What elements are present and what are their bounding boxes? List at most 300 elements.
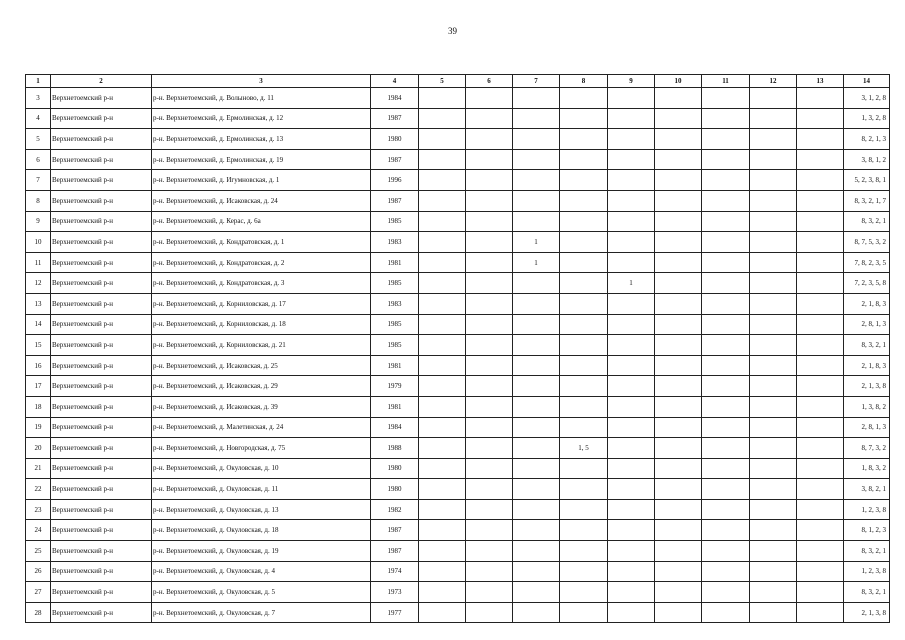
codes-cell: 2, 1, 8, 3 (844, 355, 890, 376)
row-number-cell: 23 (26, 499, 51, 520)
codes-cell: 2, 8, 1, 3 (844, 314, 890, 335)
row-number-cell: 10 (26, 232, 51, 253)
col6-cell (466, 458, 513, 479)
col11-cell (702, 479, 750, 500)
col13-cell (797, 273, 844, 294)
col12-cell (750, 499, 797, 520)
col13-cell (797, 149, 844, 170)
year-cell: 1979 (371, 376, 419, 397)
column-header-9: 9 (608, 75, 655, 88)
col8-cell (560, 520, 608, 541)
codes-cell: 8, 7, 5, 3, 2 (844, 232, 890, 253)
address-cell: р-н. Верхнетоемский, д. Кондратовская, д. 3 (152, 273, 371, 294)
year-cell: 1987 (371, 149, 419, 170)
table-row (26, 232, 890, 253)
col9-cell (608, 108, 655, 129)
year-cell: 1974 (371, 561, 419, 582)
row-number-cell: 26 (26, 561, 51, 582)
col11-cell (702, 170, 750, 191)
col12-cell (750, 602, 797, 623)
address-cell: р-н. Верхнетоемский, д. Окуловская, д. 19 (152, 541, 371, 562)
col13-cell (797, 335, 844, 356)
col13-cell (797, 479, 844, 500)
col10-cell (655, 335, 702, 356)
col8-cell (560, 273, 608, 294)
codes-cell: 1, 2, 3, 8 (844, 499, 890, 520)
district-cell: Верхнетоемский р-н (51, 335, 152, 356)
col6-cell (466, 499, 513, 520)
col10-cell (655, 88, 702, 109)
year-cell: 1987 (371, 108, 419, 129)
col11-cell (702, 293, 750, 314)
col10-cell (655, 582, 702, 603)
district-cell: Верхнетоемский р-н (51, 355, 152, 376)
col13-cell (797, 129, 844, 150)
col7-cell: 1 (513, 252, 560, 273)
district-cell: Верхнетоемский р-н (51, 396, 152, 417)
col10-cell (655, 438, 702, 459)
codes-cell: 1, 2, 3, 8 (844, 561, 890, 582)
row-number-cell: 12 (26, 273, 51, 294)
col11-cell (702, 582, 750, 603)
col6-cell (466, 335, 513, 356)
table-row (26, 438, 890, 459)
table-row (26, 561, 890, 582)
col5-cell (419, 273, 466, 294)
col9-cell (608, 293, 655, 314)
col11-cell (702, 211, 750, 232)
col10-cell (655, 458, 702, 479)
row-number-cell: 11 (26, 252, 51, 273)
col9-cell (608, 314, 655, 335)
col9-cell (608, 211, 655, 232)
codes-cell: 7, 2, 3, 5, 8 (844, 273, 890, 294)
col11-cell (702, 273, 750, 294)
col11-cell (702, 438, 750, 459)
row-number-cell: 14 (26, 314, 51, 335)
col5-cell (419, 520, 466, 541)
col13-cell (797, 252, 844, 273)
col9-cell (608, 520, 655, 541)
row-number-cell: 5 (26, 129, 51, 150)
col10-cell (655, 129, 702, 150)
district-cell: Верхнетоемский р-н (51, 582, 152, 603)
table-row (26, 499, 890, 520)
col6-cell (466, 273, 513, 294)
col7-cell (513, 355, 560, 376)
col8-cell (560, 561, 608, 582)
col9-cell (608, 417, 655, 438)
col7-cell (513, 417, 560, 438)
row-number-cell: 27 (26, 582, 51, 603)
col6-cell (466, 479, 513, 500)
col12-cell (750, 458, 797, 479)
col12-cell (750, 561, 797, 582)
codes-cell: 3, 8, 1, 2 (844, 149, 890, 170)
col7-cell (513, 211, 560, 232)
col12-cell (750, 273, 797, 294)
col6-cell (466, 541, 513, 562)
district-cell: Верхнетоемский р-н (51, 561, 152, 582)
col13-cell (797, 232, 844, 253)
col7-cell: 1 (513, 232, 560, 253)
header-row (26, 75, 890, 88)
table-body (26, 88, 890, 623)
col8-cell (560, 499, 608, 520)
col12-cell (750, 211, 797, 232)
year-cell: 1980 (371, 479, 419, 500)
col7-cell (513, 458, 560, 479)
codes-cell: 7, 8, 2, 3, 5 (844, 252, 890, 273)
district-cell: Верхнетоемский р-н (51, 88, 152, 109)
col5-cell (419, 149, 466, 170)
col13-cell (797, 355, 844, 376)
col5-cell (419, 190, 466, 211)
table-row (26, 582, 890, 603)
district-cell: Верхнетоемский р-н (51, 190, 152, 211)
address-cell: р-н. Верхнетоемский, д. Ермолинская, д. 13 (152, 129, 371, 150)
year-cell: 1988 (371, 438, 419, 459)
row-number-cell: 7 (26, 170, 51, 191)
col12-cell (750, 479, 797, 500)
district-cell: Верхнетоемский р-н (51, 541, 152, 562)
col7-cell (513, 129, 560, 150)
col7-cell (513, 190, 560, 211)
district-cell: Верхнетоемский р-н (51, 129, 152, 150)
col5-cell (419, 438, 466, 459)
page-number: 39 (448, 26, 457, 36)
col5-cell (419, 376, 466, 397)
col8-cell (560, 232, 608, 253)
col9-cell (608, 458, 655, 479)
col8-cell (560, 479, 608, 500)
row-number-cell: 21 (26, 458, 51, 479)
column-header-12: 12 (750, 75, 797, 88)
district-cell: Верхнетоемский р-н (51, 417, 152, 438)
col7-cell (513, 335, 560, 356)
col11-cell (702, 561, 750, 582)
codes-cell: 8, 3, 2, 1 (844, 335, 890, 356)
col9-cell (608, 561, 655, 582)
col10-cell (655, 376, 702, 397)
district-cell: Верхнетоемский р-н (51, 479, 152, 500)
year-cell: 1987 (371, 520, 419, 541)
col10-cell (655, 479, 702, 500)
year-cell: 1980 (371, 458, 419, 479)
col11-cell (702, 458, 750, 479)
col8-cell (560, 170, 608, 191)
codes-cell: 2, 8, 1, 3 (844, 417, 890, 438)
col5-cell (419, 561, 466, 582)
col13-cell (797, 88, 844, 109)
col7-cell (513, 561, 560, 582)
column-header-2: 2 (51, 75, 152, 88)
year-cell: 1983 (371, 232, 419, 253)
col9-cell (608, 582, 655, 603)
col5-cell (419, 252, 466, 273)
col5-cell (419, 88, 466, 109)
col12-cell (750, 108, 797, 129)
address-cell: р-н. Верхнетоемский, д. Окуловская, д. 5 (152, 582, 371, 603)
col8-cell (560, 355, 608, 376)
col10-cell (655, 108, 702, 129)
col6-cell (466, 252, 513, 273)
col9-cell (608, 88, 655, 109)
col8-cell (560, 541, 608, 562)
col5-cell (419, 335, 466, 356)
codes-cell: 8, 2, 1, 3 (844, 129, 890, 150)
col7-cell (513, 582, 560, 603)
table-row (26, 602, 890, 623)
codes-cell: 8, 3, 2, 1 (844, 541, 890, 562)
col11-cell (702, 252, 750, 273)
address-cell: р-н. Верхнетоемский, д. Окуловская, д. 10 (152, 458, 371, 479)
col12-cell (750, 232, 797, 253)
row-number-cell: 24 (26, 520, 51, 541)
col12-cell (750, 252, 797, 273)
table-row (26, 293, 890, 314)
row-number-cell: 20 (26, 438, 51, 459)
address-cell: р-н. Верхнетоемский, д. Ермолинская, д. 12 (152, 108, 371, 129)
district-cell: Верхнетоемский р-н (51, 252, 152, 273)
col7-cell (513, 273, 560, 294)
codes-cell: 8, 3, 2, 1 (844, 582, 890, 603)
col5-cell (419, 499, 466, 520)
col7-cell (513, 149, 560, 170)
col7-cell (513, 170, 560, 191)
col8-cell (560, 211, 608, 232)
col6-cell (466, 602, 513, 623)
col13-cell (797, 293, 844, 314)
table-row (26, 355, 890, 376)
col10-cell (655, 273, 702, 294)
year-cell: 1981 (371, 396, 419, 417)
col13-cell (797, 602, 844, 623)
col12-cell (750, 541, 797, 562)
column-header-11: 11 (702, 75, 750, 88)
address-cell: р-н. Верхнетоемский, д. Исаковская, д. 29 (152, 376, 371, 397)
table-row (26, 458, 890, 479)
address-cell: р-н. Верхнетоемский, д. Игумновская, д. 1 (152, 170, 371, 191)
col10-cell (655, 170, 702, 191)
address-cell: р-н. Верхнетоемский, д. Окуловская, д. 13 (152, 499, 371, 520)
col10-cell (655, 561, 702, 582)
column-header-8: 8 (560, 75, 608, 88)
col12-cell (750, 520, 797, 541)
col5-cell (419, 129, 466, 150)
row-number-cell: 18 (26, 396, 51, 417)
address-cell: р-н. Верхнетоемский, д. Волыново, д. 11 (152, 88, 371, 109)
col6-cell (466, 417, 513, 438)
col10-cell (655, 232, 702, 253)
codes-cell: 5, 2, 3, 8, 1 (844, 170, 890, 191)
table-row (26, 314, 890, 335)
column-header-4: 4 (371, 75, 419, 88)
col9-cell (608, 232, 655, 253)
district-cell: Верхнетоемский р-н (51, 149, 152, 170)
table-row (26, 479, 890, 500)
year-cell: 1983 (371, 293, 419, 314)
col8-cell (560, 602, 608, 623)
table-row (26, 541, 890, 562)
col5-cell (419, 396, 466, 417)
col8-cell (560, 458, 608, 479)
col10-cell (655, 417, 702, 438)
col5-cell (419, 479, 466, 500)
year-cell: 1985 (371, 211, 419, 232)
col10-cell (655, 211, 702, 232)
col10-cell (655, 293, 702, 314)
row-number-cell: 22 (26, 479, 51, 500)
row-number-cell: 25 (26, 541, 51, 562)
district-cell: Верхнетоемский р-н (51, 376, 152, 397)
table-row (26, 129, 890, 150)
district-cell: Верхнетоемский р-н (51, 108, 152, 129)
row-number-cell: 15 (26, 335, 51, 356)
col7-cell (513, 438, 560, 459)
col8-cell (560, 376, 608, 397)
col13-cell (797, 458, 844, 479)
col10-cell (655, 190, 702, 211)
address-cell: р-н. Верхнетоемский, д. Керас, д. 6а (152, 211, 371, 232)
row-number-cell: 4 (26, 108, 51, 129)
year-cell: 1981 (371, 355, 419, 376)
column-header-1: 1 (26, 75, 51, 88)
col10-cell (655, 314, 702, 335)
year-cell: 1977 (371, 602, 419, 623)
column-header-6: 6 (466, 75, 513, 88)
col7-cell (513, 479, 560, 500)
col11-cell (702, 520, 750, 541)
col12-cell (750, 417, 797, 438)
address-cell: р-н. Верхнетоемский, д. Корниловская, д. 21 (152, 335, 371, 356)
row-number-cell: 17 (26, 376, 51, 397)
col9-cell (608, 335, 655, 356)
col11-cell (702, 88, 750, 109)
row-number-cell: 28 (26, 602, 51, 623)
district-cell: Верхнетоемский р-н (51, 520, 152, 541)
col11-cell (702, 541, 750, 562)
col9-cell (608, 396, 655, 417)
col8-cell (560, 396, 608, 417)
year-cell: 1973 (371, 582, 419, 603)
col13-cell (797, 108, 844, 129)
col11-cell (702, 314, 750, 335)
col6-cell (466, 582, 513, 603)
column-header-14: 14 (844, 75, 890, 88)
col7-cell (513, 314, 560, 335)
codes-cell: 2, 1, 8, 3 (844, 293, 890, 314)
col6-cell (466, 232, 513, 253)
col8-cell (560, 293, 608, 314)
col13-cell (797, 561, 844, 582)
col7-cell (513, 88, 560, 109)
col8-cell (560, 190, 608, 211)
table-row (26, 211, 890, 232)
table-row (26, 417, 890, 438)
district-cell: Верхнетоемский р-н (51, 293, 152, 314)
col5-cell (419, 293, 466, 314)
row-number-cell: 19 (26, 417, 51, 438)
col11-cell (702, 396, 750, 417)
col6-cell (466, 170, 513, 191)
col10-cell (655, 602, 702, 623)
year-cell: 1985 (371, 273, 419, 294)
table-row (26, 108, 890, 129)
year-cell: 1996 (371, 170, 419, 191)
col13-cell (797, 396, 844, 417)
row-number-cell: 8 (26, 190, 51, 211)
col5-cell (419, 355, 466, 376)
codes-cell: 8, 3, 2, 1, 7 (844, 190, 890, 211)
year-cell: 1985 (371, 314, 419, 335)
codes-cell: 2, 1, 3, 8 (844, 602, 890, 623)
col9-cell (608, 355, 655, 376)
col7-cell (513, 293, 560, 314)
col9-cell (608, 438, 655, 459)
col9-cell: 1 (608, 273, 655, 294)
col11-cell (702, 499, 750, 520)
col9-cell (608, 376, 655, 397)
col9-cell (608, 479, 655, 500)
table-row (26, 149, 890, 170)
year-cell: 1980 (371, 129, 419, 150)
table-row (26, 190, 890, 211)
address-cell: р-н. Верхнетоемский, д. Исаковская, д. 39 (152, 396, 371, 417)
col6-cell (466, 211, 513, 232)
col13-cell (797, 541, 844, 562)
col12-cell (750, 170, 797, 191)
col13-cell (797, 314, 844, 335)
col10-cell (655, 541, 702, 562)
year-cell: 1985 (371, 335, 419, 356)
col5-cell (419, 211, 466, 232)
col8-cell (560, 582, 608, 603)
col7-cell (513, 499, 560, 520)
row-number-cell: 9 (26, 211, 51, 232)
district-cell: Верхнетоемский р-н (51, 273, 152, 294)
col10-cell (655, 499, 702, 520)
row-number-cell: 16 (26, 355, 51, 376)
district-cell: Верхнетоемский р-н (51, 438, 152, 459)
col5-cell (419, 602, 466, 623)
col12-cell (750, 335, 797, 356)
codes-cell: 8, 3, 2, 1 (844, 211, 890, 232)
col6-cell (466, 293, 513, 314)
col11-cell (702, 355, 750, 376)
col12-cell (750, 88, 797, 109)
codes-cell: 3, 8, 2, 1 (844, 479, 890, 500)
col13-cell (797, 417, 844, 438)
district-cell: Верхнетоемский р-н (51, 458, 152, 479)
column-header-7: 7 (513, 75, 560, 88)
col10-cell (655, 396, 702, 417)
district-cell: Верхнетоемский р-н (51, 602, 152, 623)
address-cell: р-н. Верхнетоемский, д. Кондратовская, д. 2 (152, 252, 371, 273)
codes-cell: 1, 3, 2, 8 (844, 108, 890, 129)
col8-cell (560, 129, 608, 150)
table-row (26, 396, 890, 417)
col6-cell (466, 355, 513, 376)
table-row (26, 520, 890, 541)
col10-cell (655, 355, 702, 376)
codes-cell: 8, 1, 2, 3 (844, 520, 890, 541)
col6-cell (466, 190, 513, 211)
col10-cell (655, 520, 702, 541)
col6-cell (466, 438, 513, 459)
col13-cell (797, 170, 844, 191)
col5-cell (419, 458, 466, 479)
